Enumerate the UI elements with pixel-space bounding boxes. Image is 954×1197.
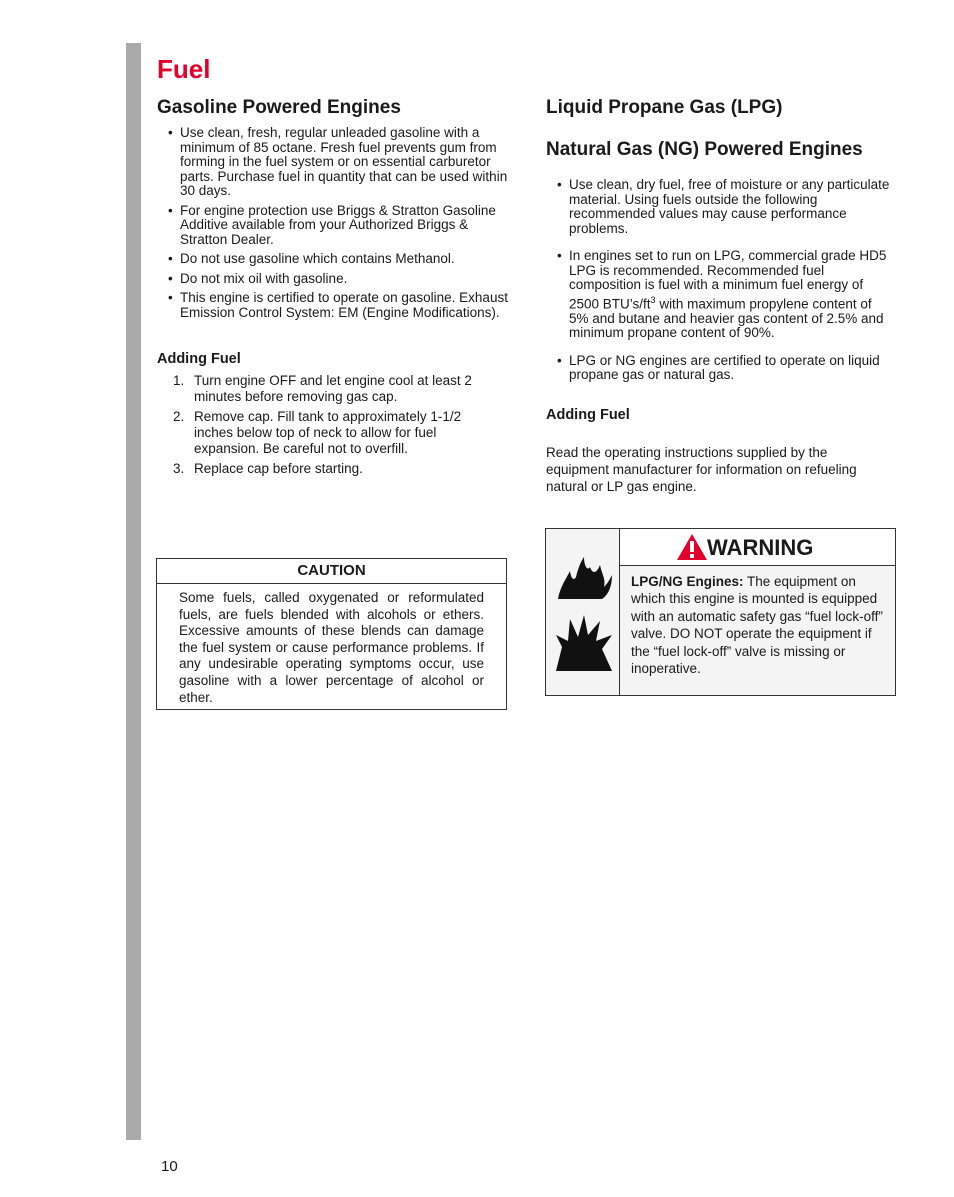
caution-box [156,558,507,710]
list-item: • Use clean, fresh, regular unleaded gasoline with a minimum of 85 octane. Fresh fuel prevents gum from forming in the fuel system or on essential carburetor parts. Purchase fuel in quantity that can be used within 30 days. [168,126,512,199]
step-text: Replace cap before starting. [194,461,363,476]
list-item [173,373,493,405]
lpg-heading: Liquid Propane Gas (LPG) [546,97,783,118]
page-title: Fuel [157,54,211,84]
lpg-adding-fuel-paragraph: Read the operating instructions supplied by the equipment manufacturer for information on refueling natural or LP gas engine. [546,445,857,494]
side-bar [126,43,141,1140]
adding-fuel-heading: Adding Fuel [157,351,241,367]
hazard-icon-column [546,529,620,695]
step-text: Remove cap. Fill tank to approximately 1-1/2 inches below top of neck to allow for fuel expansion. Be careful not to overfill. [194,409,462,456]
step-text: Turn engine OFF and let engine cool at least 2 minutes before removing gas cap. [194,373,472,404]
lpg-bullet-list [557,178,893,383]
caution-label: CAUTION [157,559,506,584]
list-item [173,461,493,477]
warning-header [620,529,895,566]
warning-text [631,573,884,677]
step-number: 2. [173,409,185,424]
ng-heading: Natural Gas (NG) Powered Engines [546,139,863,160]
list-item: • Do not use gasoline which contains Methanol. [168,252,512,267]
warning-lead: LPG/NG Engines: [631,574,744,589]
page-number: 10 [161,1158,178,1175]
list-item: • Use clean, dry fuel, free of moisture or any particulate material. Using fuels outside the following recommended values may cause performance problems. [557,178,893,236]
adding-fuel-heading-lpg: Adding Fuel [546,407,630,423]
list-item: • Do not mix oil with gasoline. [168,272,512,287]
adding-fuel-steps [173,373,493,481]
list-item: • This engine is certified to operate on gasoline. Exhaust Emission Control System: EM (Engine Modifications). [168,291,512,320]
warning-label: WARNING [707,535,814,560]
fire-icon [554,553,614,603]
caution-text: Some fuels, called oxygenated or reformulated fuels, are fuels blended with alcohols or ethers. Excessive amounts of these blends can damage the fuel system or cause performance problems. If any undesirable operating symptoms occur, use gasoline with a lower percentage of alcohol or ether. [179,590,484,705]
step-number: 1. [173,373,185,388]
warning-message: The equipment on which this engine is mounted is equipped with an automatic safety gas “fuel lock-off” valve. DO NOT operate the equipment if the “fuel lock-off” valve is missing or inoperative. [631,574,883,677]
list-item [173,409,493,457]
list-item: • For engine protection use Briggs & Stratton Gasoline Additive available from your Authorized Briggs & Stratton Dealer. [168,204,512,248]
bullet-text: with maximum propylene content of 5% and butane and heavier gas content of 2.5% and minimum propane content of 90%. [569,296,884,340]
gasoline-bullet-list [168,126,512,320]
superscript-three: 3 [650,294,656,305]
explosion-icon [554,613,614,673]
list-item [557,249,893,341]
warning-box [545,528,896,696]
step-number: 3. [173,461,185,476]
list-item: • LPG or NG engines are certified to operate on liquid propane gas or natural gas. [557,354,893,383]
gasoline-heading: Gasoline Powered Engines [157,97,401,118]
bullet-text: In engines set to run on LPG, commercial grade HD5 LPG is recommended. Recommended fuel composition is fuel with a minimum fuel energy of 2500 BTU’s/ft [569,248,887,311]
alert-triangle-icon [676,533,708,561]
